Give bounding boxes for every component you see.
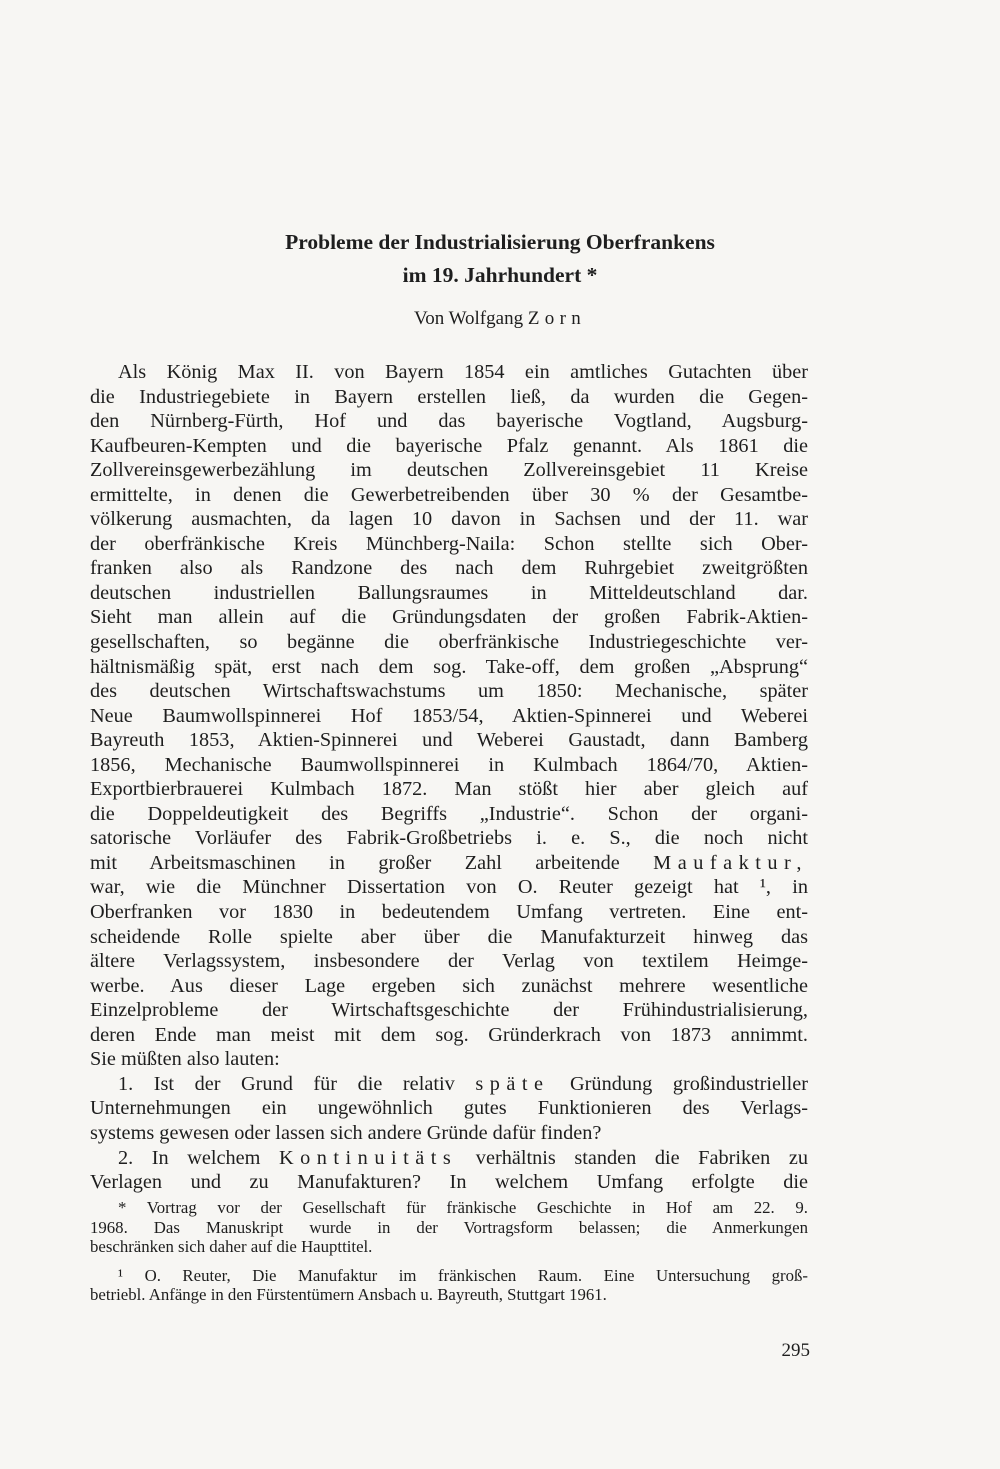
footnote-line: 1968. Das Manuskript wurde in der Vortragsform belassen; die Anmerkungen <box>90 1217 808 1237</box>
body-line: Einzelprobleme der Wirtschaftsgeschichte der Frühindustrialisierung, <box>90 999 808 1022</box>
body-text-run: 2. In welchem <box>118 1146 261 1169</box>
body-line <box>90 1146 808 1171</box>
spaced-term: späte <box>475 1072 550 1095</box>
body-line: der oberfränkische Kreis Münchberg-Naila: Schon stellte sich Ober- <box>90 532 808 555</box>
body-line: werbe. Aus dieser Lage ergeben sich zunächst mehrere wesentliche <box>90 974 808 997</box>
body-line: Oberfranken vor 1830 in bedeutendem Umfang vertreten. Eine ent- <box>90 901 808 924</box>
body-line: Als König Max II. von Bayern 1854 ein amtliches Gutachten über <box>118 361 808 383</box>
body-text-run: Gründung großindustrieller <box>570 1072 808 1095</box>
body-line: deutschen industriellen Ballungsraumes in Mitteldeutschland dar. <box>90 581 808 604</box>
footnotes <box>90 1198 808 1305</box>
body-line: Sie müßten also lauten: <box>90 1048 280 1071</box>
body-line: gesellschaften, so begänne die oberfränkische Industriegeschichte ver- <box>90 631 808 654</box>
body-text-run: verhältnis standen die Fabriken zu <box>475 1146 808 1169</box>
title-line-2: im 19. Jahrhundert * <box>402 263 598 287</box>
author-prefix: Von Wolfgang <box>413 308 524 329</box>
body-line: den Nürnberg-Fürth, Hof und das bayerische Vogtland, Augsburg- <box>90 410 808 433</box>
body-line: ältere Verlagssystem, insbesondere der Verlag von textilem Heimge- <box>90 950 808 973</box>
body-line: hältnismäßig spät, erst nach dem sog. Take-off, dem großen „Absprung“ <box>90 655 808 678</box>
footnote-line: ¹ O. Reuter, Die Manufaktur im fränkischen Raum. Eine Untersuchung groß- <box>118 1265 808 1285</box>
body-line: Zollvereinsgewerbezählung im deutschen Zollvereinsgebiet 11 Kreise <box>90 459 808 482</box>
author-surname: Zorn <box>527 308 587 329</box>
body-line: des deutschen Wirtschaftswachstums um 1850: Mechanische, später <box>90 680 808 703</box>
body-line: Bayreuth 1853, Aktien-Spinnerei und Weberei Gaustadt, dann Bamberg <box>90 729 808 752</box>
body-text-run: 1. Ist der Grund für die relativ <box>118 1072 455 1095</box>
body-line: Neue Baumwollspinnerei Hof 1853/54, Aktien-Spinnerei und Weberei <box>90 704 808 727</box>
body-line: 1856, Mechanische Baumwollspinnerei in Kulmbach 1864/70, Aktien- <box>90 753 808 776</box>
footnote-line: * Vortrag vor der Gesellschaft für fränkische Geschichte in Hof am 22. 9. <box>118 1198 808 1217</box>
body-line: Unternehmungen ein ungewöhnlich gutes Funktionieren des Verlags- <box>90 1097 808 1120</box>
body-line: völkerung ausmachten, da lagen 10 davon in Sachsen und der 11. war <box>90 508 808 531</box>
body-text-run: mit Arbeitsmaschinen in großer Zahl arbeitende <box>90 851 620 874</box>
spaced-term: Kontinuitäts <box>279 1146 458 1169</box>
body-line: scheidende Rolle spielte aber über die Manufakturzeit hinweg das <box>90 925 808 948</box>
body-line: die Doppeldeutigkeit des Begriffs „Industrie“. Schon der organi- <box>90 802 808 825</box>
body-line: deren Ende man meist mit dem sog. Gründerkrach von 1873 annimmt. <box>90 1023 808 1046</box>
body-line <box>90 851 808 876</box>
title-line-1: Probleme der Industrialisierung Oberfrankens <box>285 230 715 254</box>
body-line: franken also als Randzone des nach dem Ruhrgebiet zweitgrößten <box>90 557 808 580</box>
author-byline <box>0 306 1000 332</box>
article-title <box>0 226 1000 292</box>
body-line: war, wie die Münchner Dissertation von O. Reuter gezeigt hat ¹, in <box>90 876 808 899</box>
footnote-line: beschränken sich daher auf die Haupttitel. <box>90 1237 373 1257</box>
body-text <box>90 360 808 1195</box>
body-line: systems gewesen oder lassen sich andere Gründe dafür finden? <box>90 1121 602 1144</box>
body-line: ermittelte, in denen die Gewerbetreibenden über 30 % der Gesamtbe- <box>90 483 808 506</box>
body-line: Exportbierbrauerei Kulmbach 1872. Man stößt hier aber gleich auf <box>90 778 808 801</box>
spaced-term: Maufaktur, <box>653 851 808 874</box>
footnote-line: betriebl. Anfänge in den Fürstentümern Ansbach u. Bayreuth, Stuttgart 1961. <box>90 1285 607 1305</box>
body-line: satorische Vorläufer des Fabrik-Großbetriebs i. e. S., die noch nicht <box>90 827 808 850</box>
body-line <box>90 1072 808 1097</box>
body-line: Sieht man allein auf die Gründungsdaten der großen Fabrik-Aktien- <box>90 606 808 629</box>
page-number: 295 <box>781 1340 810 1361</box>
body-line: Verlagen und zu Manufakturen? In welchem Umfang erfolgte die <box>90 1171 808 1194</box>
body-line: die Industriegebiete in Bayern erstellen ließ, da wurden die Gegen- <box>90 385 808 408</box>
body-line: Kaufbeuren-Kempten und die bayerische Pfalz genannt. Als 1861 die <box>90 434 808 457</box>
